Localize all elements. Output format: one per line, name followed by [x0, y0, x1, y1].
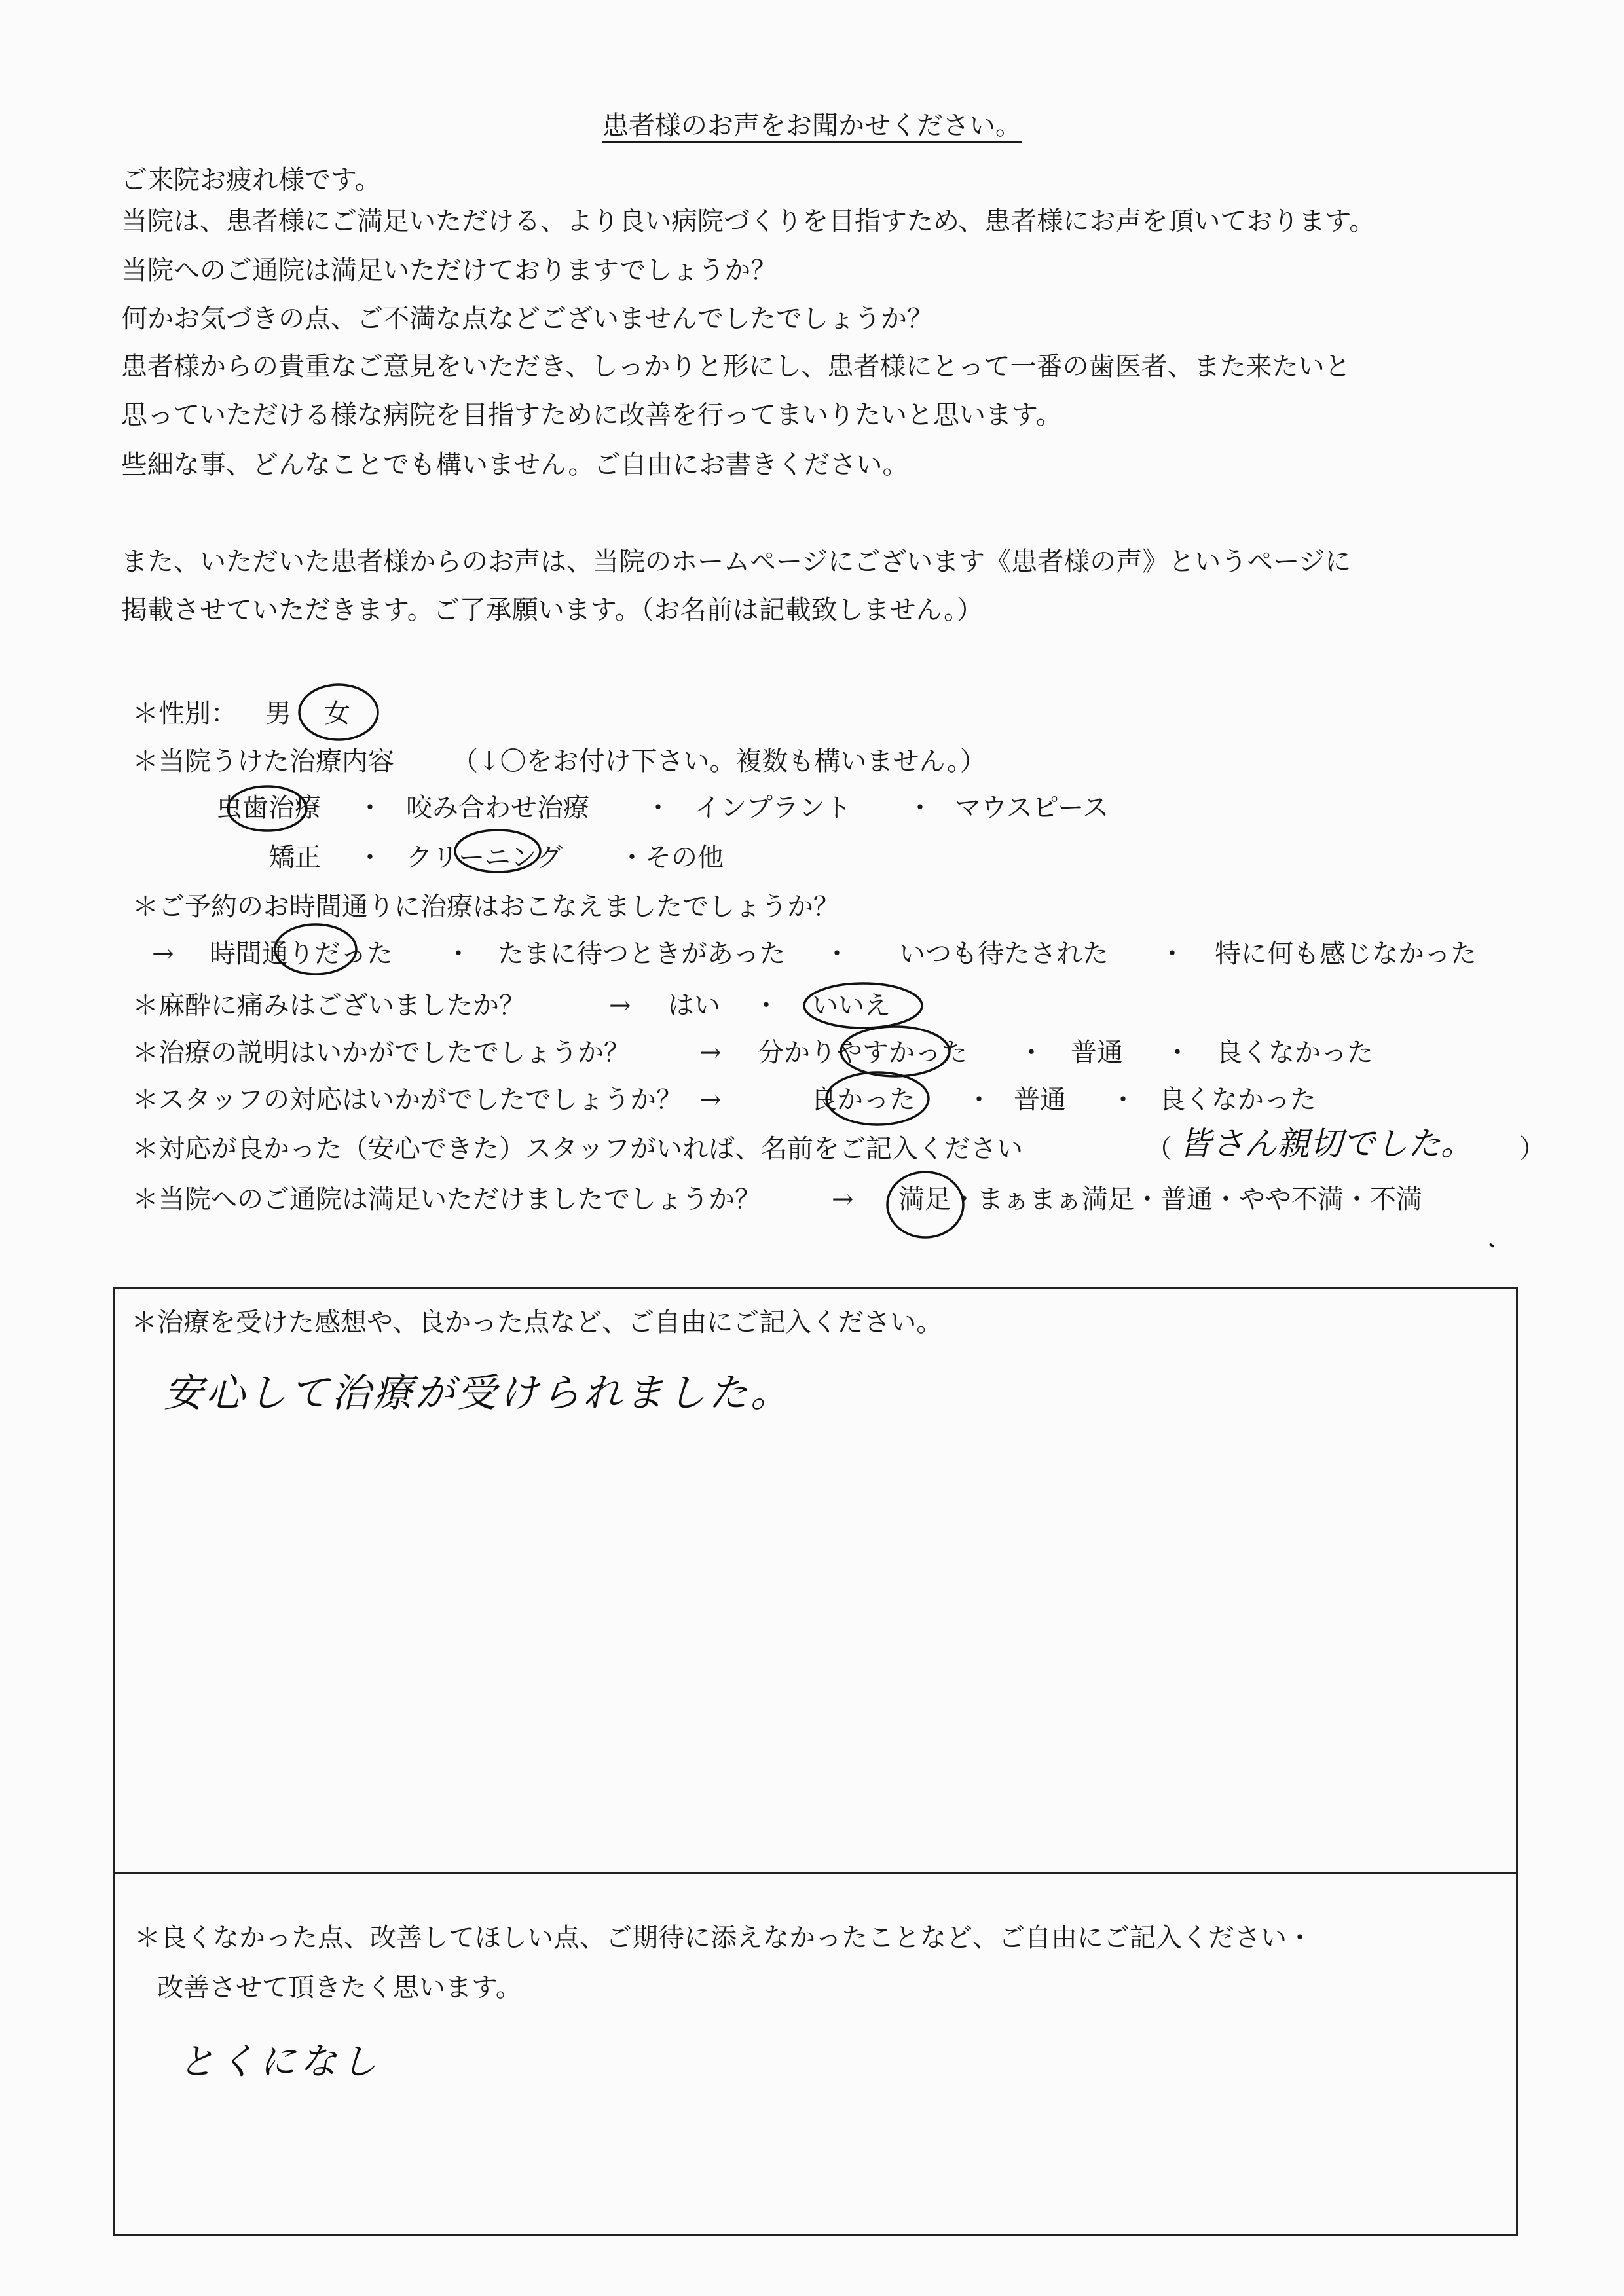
staff-question: ＊スタッフの対応はいかがでしたでしょうか？ — [132, 1085, 682, 1115]
arrow: → — [152, 939, 174, 969]
treatment-option-other[interactable]: ・その他 — [619, 843, 724, 873]
satisfaction-option-satisfied[interactable]: 満足 — [898, 1184, 951, 1214]
appointment-question: ＊ご予約のお時間通りに治療はおこなえましたでしょうか？ — [132, 892, 840, 922]
treatment-option-cleaning[interactable]: クリーニング — [406, 843, 563, 873]
pencil-mark — [1490, 1244, 1494, 1247]
separator-dot: ・ — [1164, 1038, 1190, 1068]
staff-option-good[interactable]: 良かった — [811, 1085, 915, 1115]
gender-label: ＊性別： — [132, 699, 237, 729]
appointment-option-sometimes-wait[interactable]: たまに待つときがあった — [498, 939, 786, 969]
treatment-note: （↓〇をお付け下さい。複数も構いません。） — [452, 746, 986, 776]
arrow: → — [699, 1085, 722, 1115]
gender-option-female[interactable]: 女 — [324, 699, 350, 729]
treatment-option-orthodontics[interactable]: 矯正 — [268, 843, 321, 873]
impressions-prompt: ＊治療を受けた感想や、良かった点など、ご自由にご記入ください。 — [131, 1307, 943, 1338]
arrow: → — [699, 1038, 722, 1068]
intro-line: 患者様からの貴重なご意見をいただき、しっかりと形にし、患者様にとって一番の歯医者、また来たいと — [121, 352, 1351, 382]
separator-dot: ・ — [824, 939, 850, 969]
treatment-label: ＊当院うけた治療内容 — [132, 746, 394, 776]
anesthesia-question: ＊麻酔に痛みはございましたか？ — [132, 991, 525, 1021]
staff-name-question: ＊対応が良かった（安心できた）スタッフがいれば、名前をご記入ください — [132, 1134, 1023, 1164]
appointment-option-always-wait[interactable]: いつも待たされた — [899, 939, 1109, 969]
explanation-option-bad[interactable]: 良くなかった — [1216, 1038, 1373, 1068]
satisfaction-other-options[interactable]: ・まぁまぁ満足・普通・やや不満・不満 — [951, 1184, 1422, 1214]
notice-line: また、いただいた患者様からのお声は、当院のホームページにございます《患者様の声》というページに — [121, 547, 1352, 577]
staff-option-normal[interactable]: 普通 — [1014, 1085, 1066, 1115]
separator-dot: ・ — [907, 793, 933, 823]
separator-dot: ・ — [357, 793, 383, 823]
intro-line: 当院は、患者様にご満足いただける、より良い病院づくりを目指すため、患者様にお声を頂いております。 — [121, 206, 1376, 236]
open-paren: （ — [1146, 1134, 1172, 1164]
page-title: 患者様のお声をお聞かせください。 — [602, 111, 1022, 141]
intro-line: ご来院お疲れ様です。 — [121, 165, 381, 195]
staff-option-bad[interactable]: 良くなかった — [1159, 1085, 1316, 1115]
improvements-handwritten[interactable]: とくになし — [178, 2041, 381, 2083]
separator-dot: ・ — [445, 939, 471, 969]
anesthesia-option-no[interactable]: いいえ — [812, 991, 891, 1021]
anesthesia-option-yes[interactable]: はい — [668, 991, 720, 1021]
treatment-option-implant[interactable]: インプラント — [694, 793, 851, 823]
separator-dot: ・ — [753, 991, 779, 1021]
improvements-prompt: ＊良くなかった点、改善してほしい点、ご期待に添えなかったことなど、ご自由にご記入ください・ — [134, 1923, 1313, 1953]
notice-line: 掲載させていただきます。ご了承願います。（お名前は記載致しません。） — [121, 595, 983, 625]
explanation-option-clear[interactable]: 分かりやすかった — [758, 1038, 967, 1068]
arrow: → — [609, 991, 631, 1021]
staff-name-handwritten[interactable]: 皆さん親切でした。 — [1179, 1125, 1473, 1163]
explanation-question: ＊治療の説明はいかがでしたでしょうか？ — [132, 1038, 630, 1068]
intro-line: 当院へのご通院は満足いただけておりますでしょうか？ — [121, 255, 777, 285]
separator-dot: ・ — [357, 843, 383, 873]
separator-dot: ・ — [1018, 1038, 1044, 1068]
treatment-option-cavity[interactable]: 虫歯治療 — [216, 793, 321, 823]
close-paren: ） — [1519, 1134, 1545, 1164]
treatment-option-bite[interactable]: 咬み合わせ治療 — [406, 793, 589, 823]
appointment-option-on-time[interactable]: 時間通りだった — [210, 939, 393, 969]
separator-dot: ・ — [966, 1085, 992, 1115]
separator-dot: ・ — [645, 793, 671, 823]
improvements-prompt: 改善させて頂きたく思います。 — [157, 1973, 522, 2003]
gender-option-male[interactable]: 男 — [265, 699, 291, 729]
intro-line: 何かお気づきの点、ご不満な点などございませんでしたでしょうか？ — [121, 304, 933, 334]
separator-dot: ・ — [1110, 1085, 1136, 1115]
impressions-handwritten[interactable]: 安心して治療が受けられました。 — [164, 1370, 792, 1416]
intro-line: 思っていただける様な病院を目指すために改善を行ってまいりたいと思います。 — [121, 400, 1062, 430]
explanation-option-normal[interactable]: 普通 — [1071, 1038, 1123, 1068]
appointment-option-no-feeling[interactable]: 特に何も感じなかった — [1215, 939, 1477, 969]
arrow: → — [832, 1184, 854, 1214]
separator-dot: ・ — [1159, 939, 1185, 969]
intro-line: 些細な事、どんなことでも構いません。ご自由にお書きください。 — [121, 450, 909, 480]
treatment-option-mouthpiece[interactable]: マウスピース — [955, 793, 1109, 823]
satisfaction-question: ＊当院へのご通院は満足いただけましたでしょうか？ — [132, 1184, 761, 1214]
